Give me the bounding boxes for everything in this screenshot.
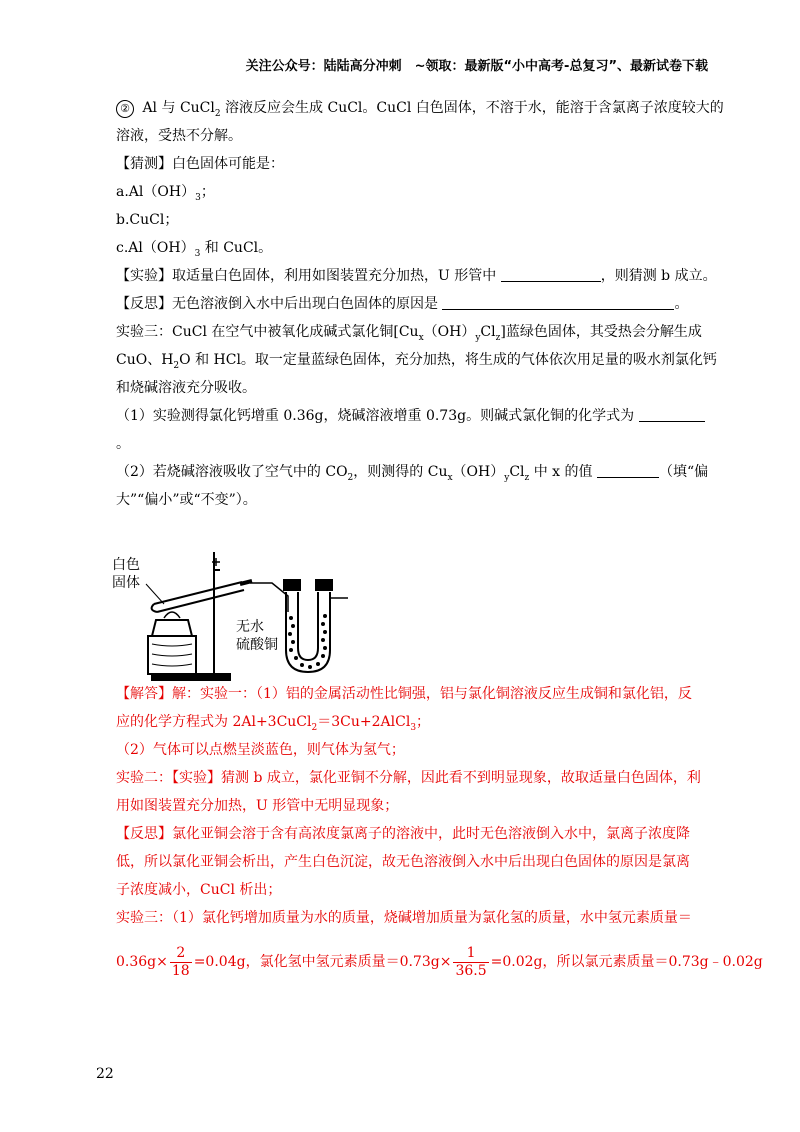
alcohol-lamp: [152, 620, 192, 636]
flame: [164, 612, 180, 618]
label-pointer: [146, 584, 164, 604]
question-line: 【实验】取适量白色固体，利用如图装置充分加热，U 形管中 ，则猜测 b 成立。: [116, 262, 708, 290]
question-line: 。: [116, 436, 130, 452]
answer-line: 实验二：【实验】猜测 b 成立，氯化亚铜不分解，因此看不到明显现象，故取适量白色固体，利: [116, 770, 701, 786]
question-line: CuO、$H_2O$ 和 HCl。取一定量蓝绿色固体，充分加热，将生成的气体依次用足量的吸水剂氯化钙: [116, 352, 717, 371]
connecting-tube: [250, 583, 288, 612]
question-line: ② Al 与 CuCl$_2$ 溶液反应会生成 CuCl。CuCl 白色固体，不溶于水，能溶于含氯离子浓度较大的: [116, 94, 708, 122]
answer-line: 应的化学方程式为 2Al+3CuCl$_2$＝3Cu+2AlCl$_3$；: [116, 714, 431, 733]
page-header: 关注公众号：陆陆高分冲刺 ~领取：最新版“小中高考-总复习”、最新试卷下载: [245, 59, 708, 74]
stopper-left: [284, 580, 300, 590]
test-tube: [154, 582, 244, 612]
circled-number: ②: [116, 100, 134, 118]
option-a: $a.Al(OH)_3$；: [116, 184, 215, 203]
question-line: 和烧碱溶液充分吸收。: [116, 380, 256, 396]
question-line: （2）若烧碱溶液吸收了空气中的 $CO_2$，则测得的 $Cu_x(OH)_yCl_z$ 中 x 的值 （填“偏: [116, 458, 708, 486]
answer-line: 用如图装置充分加热，U 形管中无明显现象；: [116, 798, 399, 814]
answer-line: （2）气体可以点燃呈淡蓝色，则气体为氢气；: [116, 742, 405, 758]
apparatus-figure: [112, 548, 362, 688]
question-line: 溶液，受热不分解。: [116, 128, 242, 144]
question-line: 大”“偏小”或“不变”）。: [116, 492, 257, 508]
question-line: （1）实验测得氯化钙增重 0.36g，烧碱溶液增重 0.73g。则碱式氯化铜的化学式为: [116, 402, 708, 430]
answer-line: 低，所以氯化亚铜会析出，产生白色沉淀，故无色溶液倒入水中后出现白色固体的原因是氯离: [116, 854, 690, 870]
label-anhydrous-cuso4: 无水 硫酸铜: [236, 619, 278, 653]
answer-line: 实验三：（1）氯化钙增加质量为水的质量，烧碱增加质量为氯化氢的质量，水中氢元素质量＝: [116, 910, 692, 926]
answer-line: 【解答】解：实验一：（1）铝的金属活动性比铜强，铝与氯化铜溶液反应生成铜和氯化铝，反: [116, 686, 692, 702]
option-b: b.CuCl；: [116, 212, 179, 228]
document-body: [116, 94, 763, 992]
label-white-solid: 白色 固体: [112, 557, 140, 591]
answer-blank: [639, 405, 705, 422]
fraction: $\frac{2}{18}$: [171, 944, 190, 979]
answer-blank: [442, 293, 674, 310]
question-line: 实验三：CuCl 在空气中被氧化成碱式氯化铜$[Cu_x(OH)_yCl_z]$蓝绿色固体，其受热会分解生成: [116, 324, 702, 343]
answer-blank: [597, 461, 659, 478]
answer-line: 子浓度减小，CuCl 析出；: [116, 882, 282, 898]
question-line: 【猜测】白色固体可能是：: [116, 156, 284, 172]
stopper-right: [316, 580, 332, 590]
answer-line: 【反思】氯化亚铜会溶于含有高浓度氯离子的溶液中，此时无色溶液倒入水中，氯离子浓度降: [116, 826, 690, 842]
option-c: $c.Al(OH)_3$ 和 CuCl。: [116, 240, 273, 259]
question-line: 【反思】无色溶液倒入水中后出现白色固体的原因是 。: [116, 290, 708, 318]
answer-blank: [501, 265, 601, 282]
page-number: 22: [96, 1066, 114, 1082]
answer-line: 0.36g× $\frac{2}{18}$ =0.04g，氯化氢中氢元素质量＝0.73g× $\frac{1}{36.5}$ =0.02g，所以氯元素质量＝0.73g﹣0.02g: [116, 944, 763, 979]
fraction: $\frac{1}{36.5}$: [455, 944, 487, 979]
